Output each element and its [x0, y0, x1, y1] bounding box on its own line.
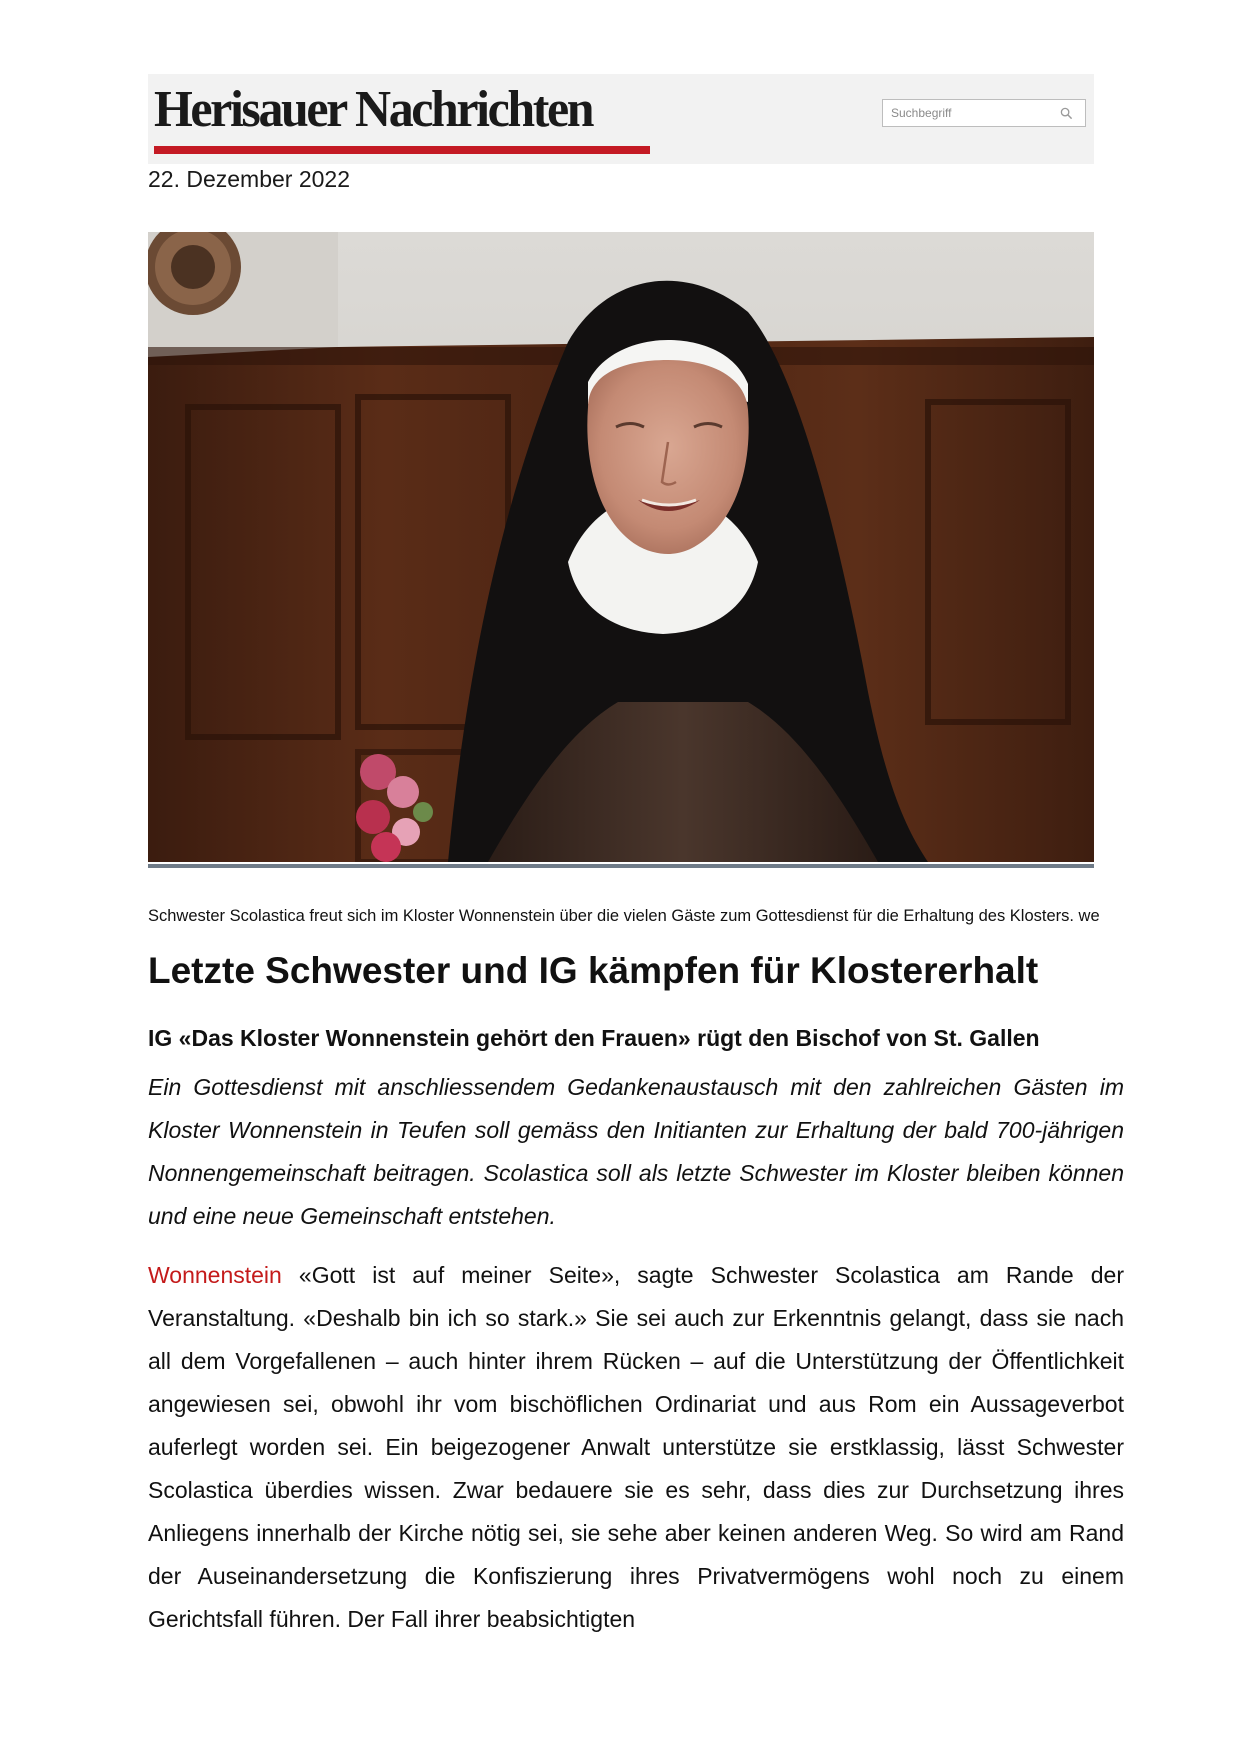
article-photo	[148, 232, 1094, 862]
article-headline: Letzte Schwester und IG kämpfen für Klostererhalt	[148, 950, 1039, 991]
search-box	[882, 99, 1086, 127]
article-subheadline: IG «Das Kloster Wonnenstein gehört den Frauen» rügt den Bischof von St. Gallen	[148, 1025, 1040, 1051]
article-date: 22. Dezember 2022	[148, 166, 351, 192]
photo-nun-portrait	[148, 232, 1094, 862]
search-input[interactable]	[883, 100, 1061, 126]
article-body	[148, 1254, 1124, 1641]
article-dateline: Wonnenstein	[148, 1262, 282, 1288]
logo-underline	[154, 146, 650, 154]
article-body-text: «Gott ist auf meiner Seite», sagte Schwester Scolastica am Rande der Veranstaltung. «Deshalb bin ich so stark.» Sie sei auch zur Erkenntnis gelangt, dass sie nach all dem Vorgefallenen – auch hinter ihrem Rücken – auf die Unterstützung der Öffentlichkeit angewiesen sei, obwohl ihr vom bischöflichen Ordinariat und aus Rom ein Aussageverbot auferlegt worden sei. Ein beigezogener Anwalt unterstütze sie erstklassig, lässt Schwester Scolastica überdies wissen. Zwar bedauere sie es sehr, dass dies zur Durchsetzung ihres Anliegens innerhalb der Kirche nötig sei, sie sehe aber keinen anderen Weg. So wird am Rand der Auseinandersetzung die Konfiszierung ihres Privatvermögens wohl noch zu einem Gerichtsfall führen. Der Fall ihrer beabsichtigten	[148, 1262, 1124, 1632]
photo-caption: Schwester Scolastica freut sich im Kloster Wonnenstein über die vielen Gäste zum Gottesdienst für die Erhaltung des Klosters. we	[148, 906, 1100, 925]
site-logo[interactable]	[154, 80, 654, 140]
masthead	[148, 74, 1094, 164]
search-icon[interactable]	[1060, 107, 1073, 120]
photo-divider	[148, 864, 1094, 868]
article-lead: Ein Gottesdienst mit anschliessendem Gedankenaustausch mit den zahlreichen Gästen im Kloster Wonnenstein in Teufen soll gemäss den Initianten zur Erhaltung der bald 700-jährigen Nonnengemeinschaft beitragen. Scolastica soll als letzte Schwester im Kloster bleiben können und eine neue Gemeinschaft entstehen.	[148, 1074, 1124, 1229]
logo-text: Herisauer Nachrichten	[154, 81, 593, 138]
